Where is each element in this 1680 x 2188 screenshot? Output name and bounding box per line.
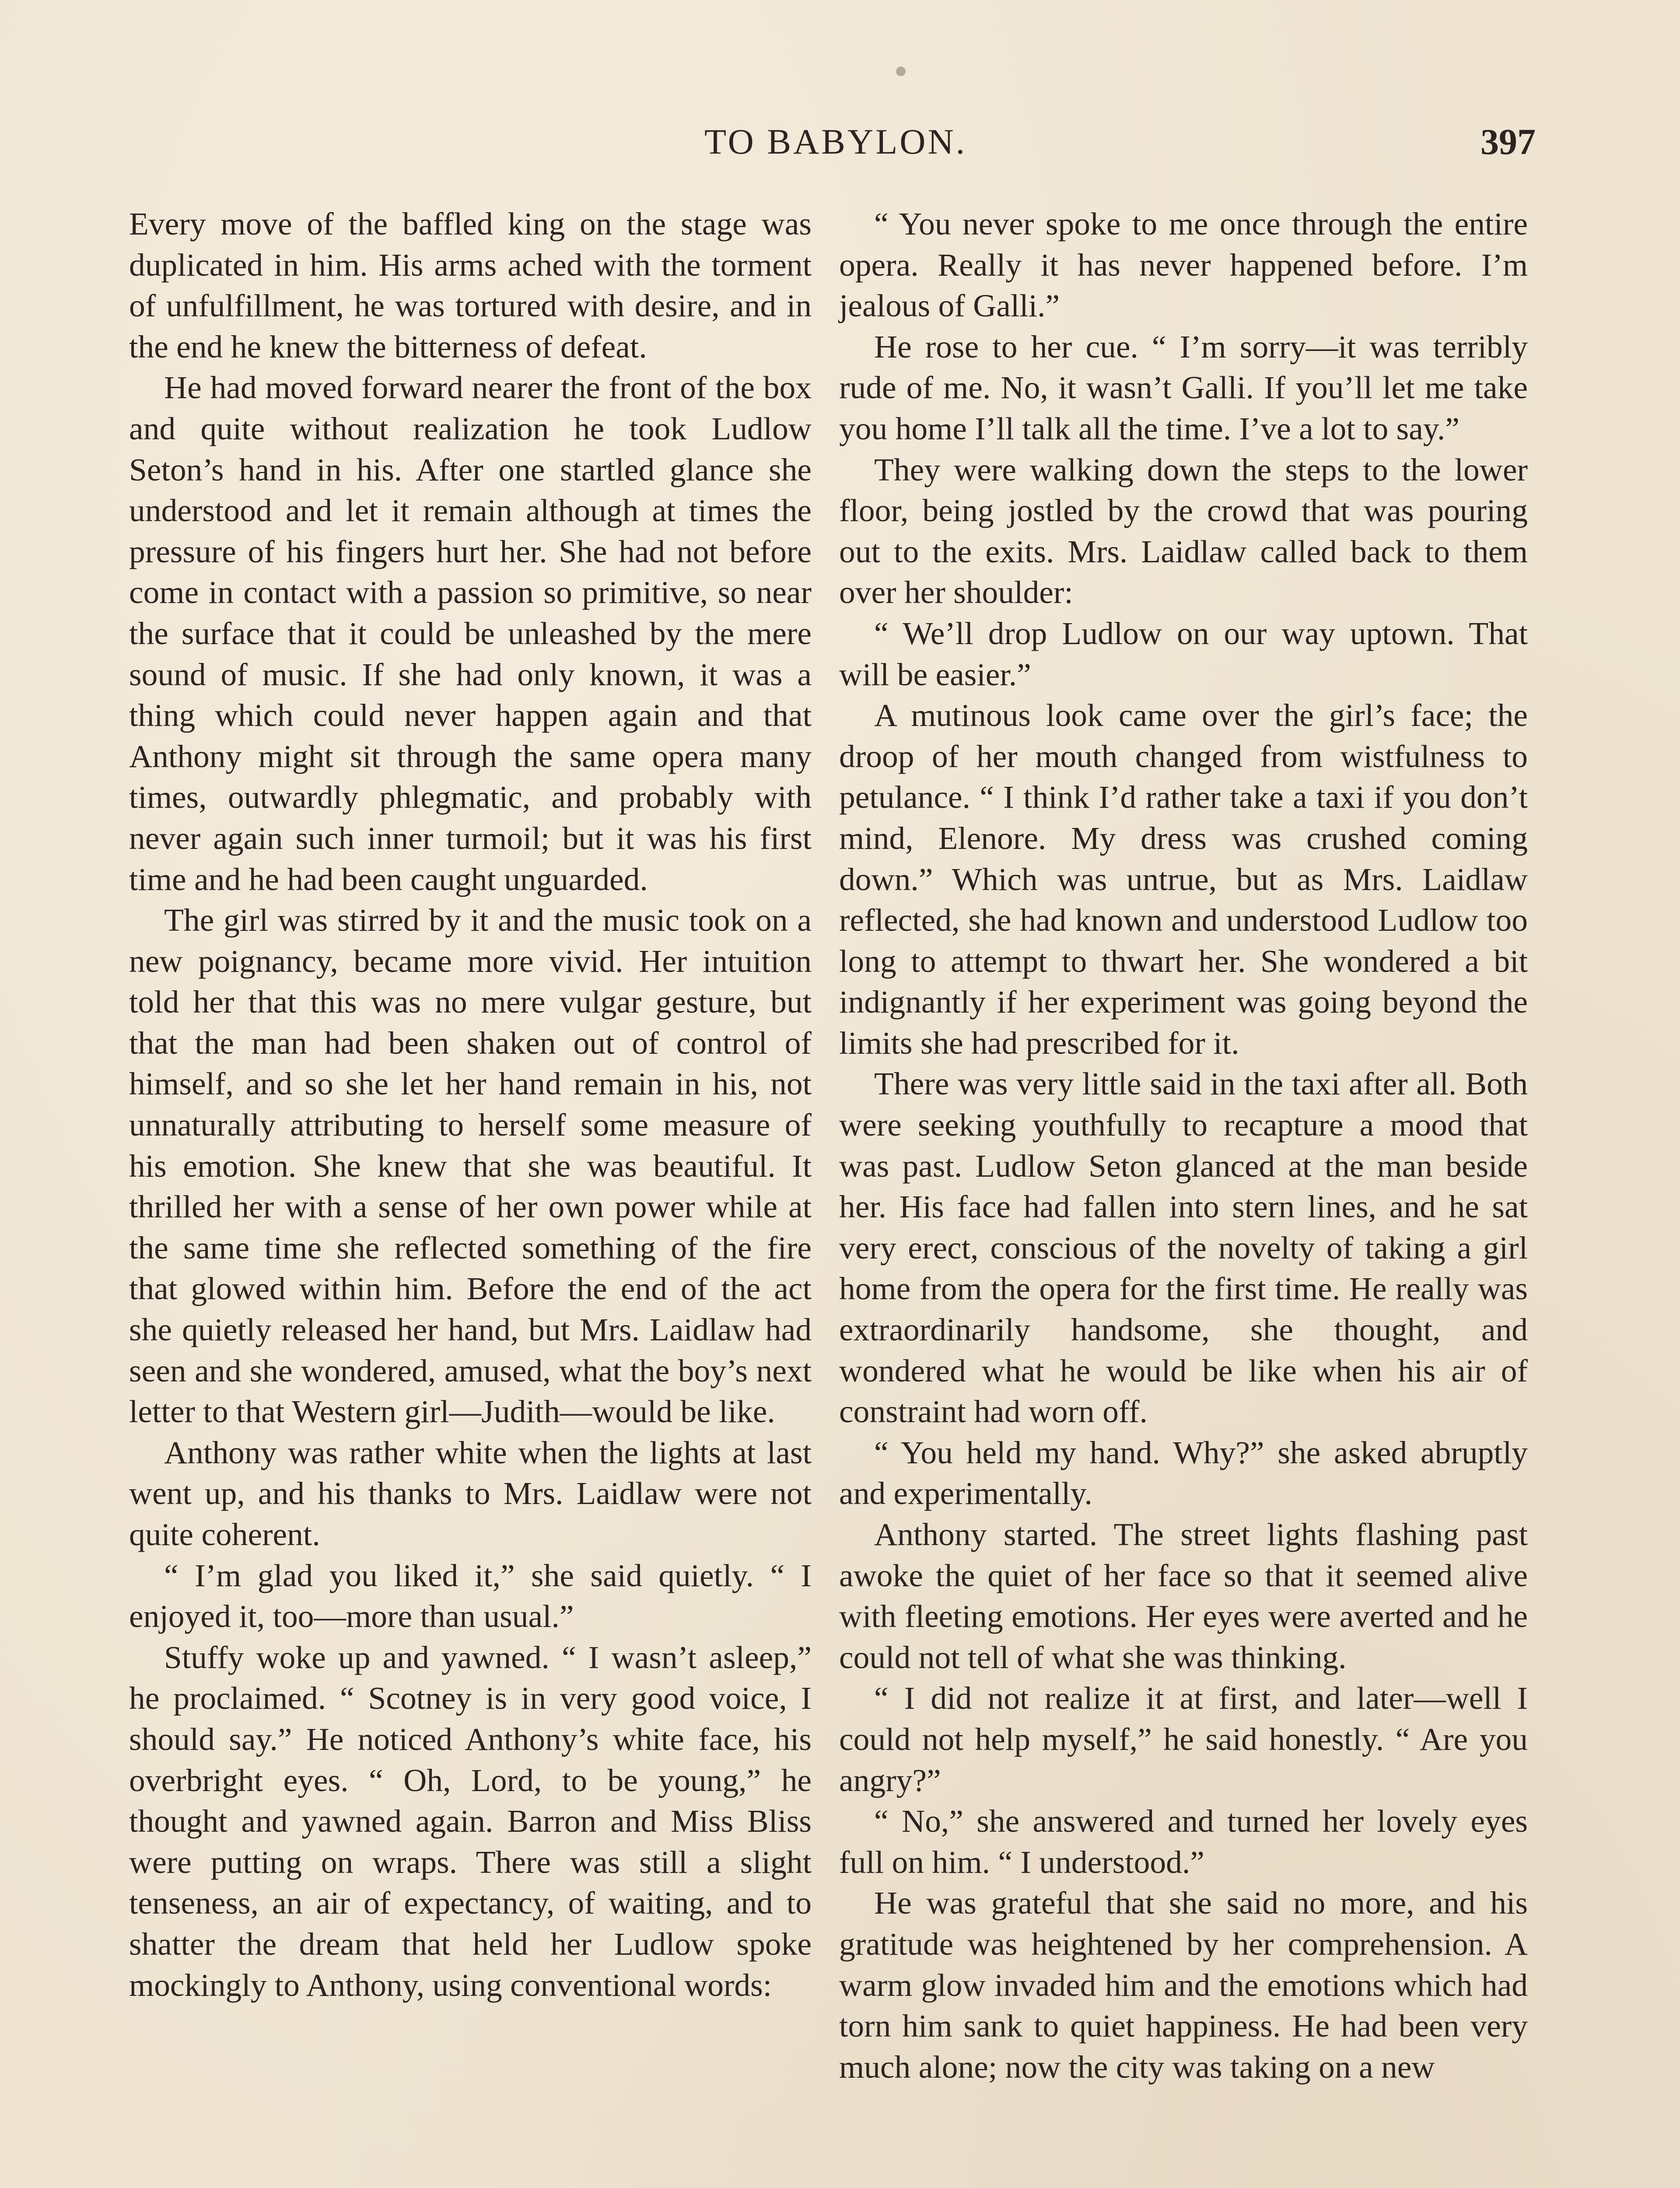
paragraph: He rose to her cue. “ I’m sorry—it was terribly rude of me. No, it wasn’t Galli. If you’ll let me take you home I’ll talk all the time. I’ve a lot to say.” bbox=[839, 329, 1528, 446]
paragraph: Stuffy woke up and yawned. “ I wasn’t asleep,” he proclaimed. “ Scotney is in very good voice, I should say.” He noticed Anthony’s white face, his overbright eyes. “ Oh, Lord, to be young,” he thought and yawned again. Barron and Miss Bliss were putting on wraps. There was still a slight tenseness, an air of expectancy, of waiting, and to shatter the dream that held her Ludlow spoke mockingly to Anthony, using conventional words: bbox=[129, 1639, 812, 2003]
paragraph: He had moved forward nearer the front of the box and quite without realization he took Ludlow Seton’s hand in his. After one startled glance she understood and let it remain although at times the pressure of his fingers hurt her. She had not before come in contact with a passion so primitive, so near the surface that it could be unleashed by the mere sound of music. If she had only known, it was a thing which could never happen again and that Anthony might sit through the same opera many times, outwardly phlegmatic, and probably with never again such inner turmoil; but it was his first time and he had been caught unguarded. bbox=[129, 370, 812, 897]
paper-spot bbox=[896, 67, 906, 76]
paragraph: “ I’m glad you liked it,” she said quietly. “ I enjoyed it, too—more than usual.” bbox=[129, 1557, 812, 1634]
paragraph: Anthony started. The street lights flashing past awoke the quiet of her face so that it seemed alive with fleeting emotions. Her eyes were averted and he could not tell of what she was thinking. bbox=[839, 1517, 1528, 1675]
paragraph: “ You never spoke to me once through the entire opera. Really it has never happened before. I’m jealous of Galli.” bbox=[839, 206, 1528, 324]
paragraph: The girl was stirred by it and the music took on a new poignancy, became more vivid. Her intuition told her that this was no mere vulgar gesture, but that the man had been shaken out of control of himself, and so she let her hand remain in his, not unnaturally attributing to herself some measure of his emotion. She knew that she was beautiful. It thrilled her with a sense of her own power while at the same time she reflected something of the fire that glowed within him. Before the end of the act she quietly released her hand, but Mrs. Laidlaw had seen and she wondered, amused, what the boy’s next letter to that Western girl—Judith—would be like. bbox=[129, 902, 812, 1430]
paragraph: “ I did not realize it at first, and later—well I could not help myself,” he said honestly. “ Are you angry?” bbox=[839, 1680, 1528, 1798]
paragraph: Anthony was rather white when the lights at last went up, and his thanks to Mrs. Laidlaw were not quite coherent. bbox=[129, 1434, 812, 1552]
paragraph: “ You held my hand. Why?” she asked abruptly and experimentally. bbox=[839, 1434, 1528, 1511]
paragraph: A mutinous look came over the girl’s face; the droop of her mouth changed from wistfulness to petulance. “ I think I’d rather take a taxi if you don’t mind, Elenore. My dress was crushed coming down.” Which was untrue, but as Mrs. Laidlaw reflected, she had known and understood Ludlow too long to attempt to thwart her. She wondered a bit indignantly if her experiment was going beyond the limits she had prescribed for it. bbox=[839, 698, 1528, 1061]
running-title: TO BABYLON. bbox=[704, 122, 967, 161]
right-column bbox=[839, 203, 1528, 2087]
paragraph: “ We’ll drop Ludlow on our way uptown. That will be easier.” bbox=[839, 615, 1528, 692]
paragraph: There was very little said in the taxi after all. Both were seeking youthfully to recapture a mood that was past. Ludlow Seton glanced at the man beside her. His face had fallen into stern lines, and he sat very erect, conscious of the novelty of taking a girl home from the opera for the first time. He really was extraordinarily handsome, she thought, and wondered what he would be like when his air of constraint had worn off. bbox=[839, 1066, 1528, 1430]
page-number: 397 bbox=[1480, 122, 1536, 162]
paragraph: They were walking down the steps to the lower floor, being jostled by the crowd that was pouring out to the exits. Mrs. Laidlaw called back to them over her shoulder: bbox=[839, 452, 1528, 610]
paragraph: Every move of the baffled king on the stage was duplicated in him. His arms ached with the torment of unfulfillment, he was tortured with desire, and in the end he knew the bitterness of defeat. bbox=[129, 206, 812, 365]
paragraph: “ No,” she answered and turned her lovely eyes full on him. “ I understood.” bbox=[839, 1803, 1528, 1880]
left-column bbox=[129, 203, 812, 2006]
paragraph: He was grateful that she said no more, and his gratitude was heightened by her comprehension. A warm glow invaded him and the emotions which had torn him sank to quiet happiness. He had been very much alone; now the city was taking on a new bbox=[839, 1885, 1528, 2085]
